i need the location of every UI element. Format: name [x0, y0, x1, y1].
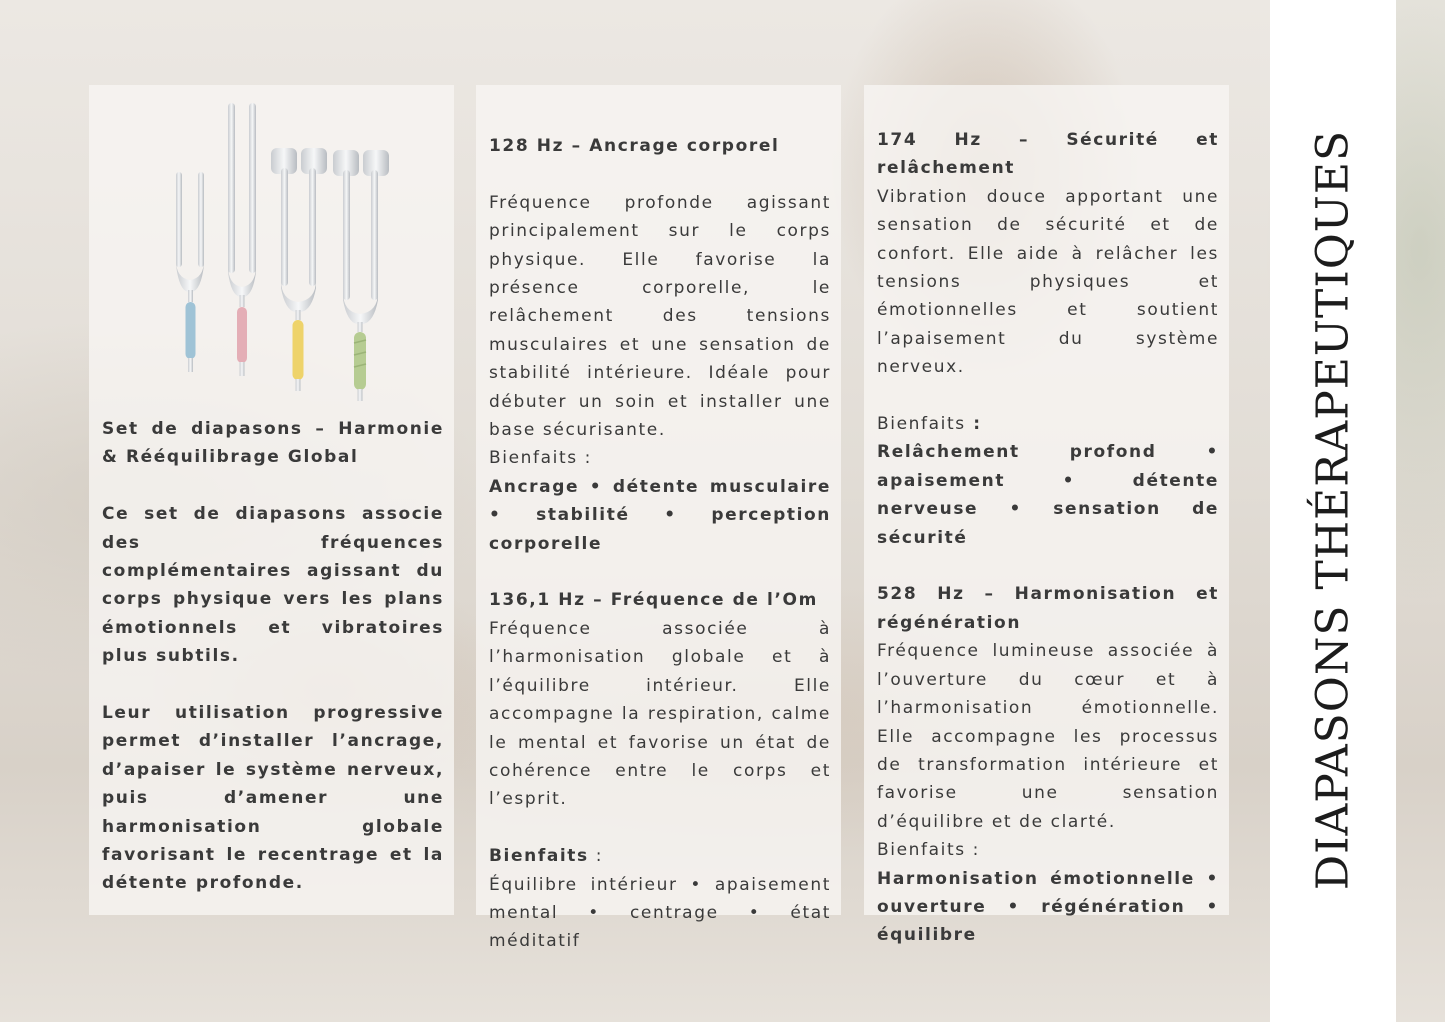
benefits-label-174hz: Bienfaits	[877, 414, 966, 435]
tuning-forks-image	[161, 100, 396, 405]
panel-tuning-fork-set	[89, 85, 454, 915]
col1-text	[102, 415, 444, 898]
col2-text	[489, 132, 831, 956]
benefits-colon-174hz: :	[965, 414, 982, 435]
heading-528hz: 528 Hz – Harmonisation et régénération	[877, 584, 1219, 633]
benefits-128hz: Ancrage • détente musculaire • stabilité • perception corporelle	[489, 476, 831, 554]
heading-136hz: 136,1 Hz – Fréquence de l’Om	[489, 590, 818, 611]
heading-174hz: 174 Hz – Sécurité et relâchement	[877, 130, 1219, 179]
page-title: DIAPASONS THÉRAPEUTIQUES	[1307, 129, 1359, 891]
set-heading: Set de diapasons – Harmonie & Rééquilibrage Global	[102, 419, 444, 468]
benefits-label-528hz: Bienfaits :	[877, 840, 980, 861]
body-128hz: Fréquence profonde agissant principalement sur le corps physique. Elle favorise la présence corporelle, le relâchement des tensions musculaires et une sensation de stabilité intérieure. Idéale pour débuter un soin et installer une base sécurisante.	[489, 192, 831, 441]
benefits-528hz: Harmonisation émotionnelle • ouverture • régénération • équilibre	[877, 868, 1219, 946]
body-136hz: Fréquence associée à l’harmonisation globale et à l’équilibre intérieur. Elle accompagne la respiration, calme le mental et favorise un état de cohérence entre le corps et l’esprit.	[489, 618, 831, 810]
fork-green	[333, 150, 389, 401]
fork-pink	[228, 103, 256, 376]
benefits-colon-136hz: :	[588, 846, 604, 867]
panel-174-528hz	[864, 85, 1229, 946]
benefits-label-136hz: Bienfaits	[489, 846, 589, 867]
benefits-174hz: Relâchement profond • apaisement • détente nerveuse • sensation de sécurité	[877, 442, 1219, 548]
body-174hz: Vibration douce apportant une sensation de sécurité et de confort. Elle aide à relâcher les tensions physiques et émotionnelles et soutient l’apaisement du système nerveux.	[877, 186, 1219, 378]
body-528hz: Fréquence lumineuse associée à l’ouverture du cœur et à l’harmonisation émotionnelle. Elle accompagne les processus de transformation intérieure et favorise une sensation d’équilibre et de clarté.	[877, 641, 1219, 832]
set-usage-paragraph: Leur utilisation progressive permet d’installer l’ancrage, d’apaiser le système nerveux, puis d’amener une harmonisation globale favorisant le recentrage et la détente profonde.	[102, 703, 444, 894]
title-banner	[1270, 0, 1396, 1022]
benefits-label-128hz: Bienfaits :	[489, 448, 592, 469]
benefits-136hz: Équilibre intérieur • apaisement mental • centrage • état méditatif	[489, 874, 831, 952]
set-intro-paragraph: Ce set de diapasons associe des fréquences complémentaires agissant du corps physique vers les plans émotionnels et vibratoires plus subtils.	[102, 504, 444, 667]
fork-yellow	[271, 148, 327, 391]
col3-text	[877, 126, 1219, 950]
fork-blue	[176, 172, 204, 372]
panel-128-136hz	[476, 85, 841, 952]
heading-128hz: 128 Hz – Ancrage corporel	[489, 136, 780, 156]
